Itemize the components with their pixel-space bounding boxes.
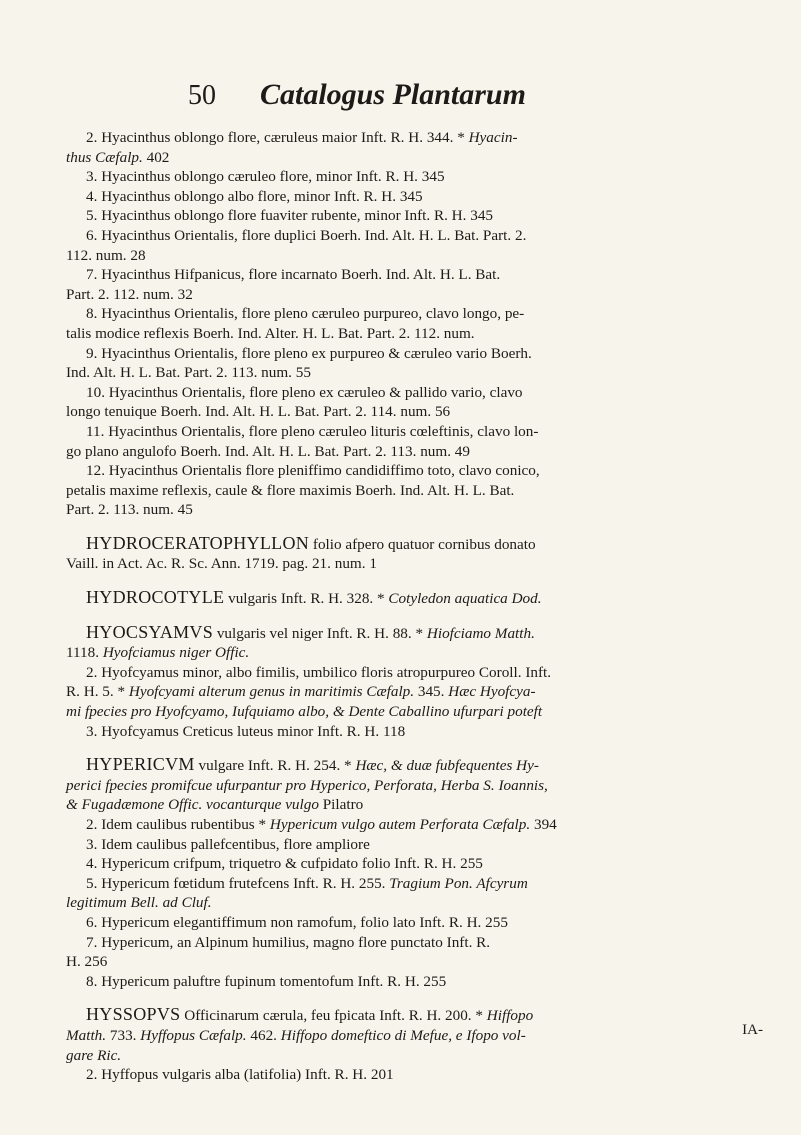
text-line	[66, 187, 773, 207]
italic-text: Hiofciamo Matth.	[426, 624, 535, 642]
text-line	[66, 1065, 773, 1085]
genus-name: HYSSOPVS	[86, 1004, 181, 1025]
text-line	[66, 265, 773, 285]
roman-text: Part. 2. 113. num. 45	[66, 501, 193, 519]
text-line	[66, 643, 773, 663]
roman-text: petalis maxime reflexis, caule & flore maximis Boerh. Ind. Alt. H. L. Bat.	[66, 481, 515, 499]
italic-text: Hyffopus Cæfalp.	[140, 1026, 247, 1044]
text-line	[66, 442, 773, 462]
roman-text: R. H. 5. *	[66, 683, 129, 701]
roman-text: 11. Hyacinthus Orientalis, flore pleno cæruleo lituris cœleftinis, clavo lon-	[86, 422, 539, 440]
text-line	[66, 913, 773, 933]
text-line	[66, 952, 773, 972]
roman-text: 112. num. 28	[66, 246, 146, 264]
running-head	[188, 78, 801, 112]
catchword: IA-	[742, 1022, 763, 1038]
roman-text: 345.	[414, 683, 449, 701]
text-line	[66, 500, 773, 520]
italic-text: Hyofcyami alterum genus in maritimis Cæfalp.	[128, 683, 415, 701]
roman-text: vulgaris vel niger Inft. R. H. 88. *	[213, 624, 427, 642]
text-line	[66, 304, 773, 324]
paragraph-gap	[66, 574, 773, 588]
roman-text: 2. Hyacinthus oblongo flore, cæruleus maior Inft. R. H. 344. *	[86, 129, 469, 146]
roman-text: 6. Hyacinthus Orientalis, flore duplici Boerh. Ind. Alt. H. L. Bat. Part. 2.	[86, 226, 527, 244]
roman-text: folio afpero quatuor cornibus donato	[309, 535, 536, 553]
roman-text: 5. Hypericum fœtidum frutefcens Inft. R. H. 255.	[86, 874, 390, 892]
roman-text: go plano angulofo Boerh. Ind. Alt. H. L. Bat. Part. 2. 113. num. 49	[66, 442, 470, 460]
genus-heading-line	[66, 623, 773, 644]
text-line	[66, 344, 773, 364]
roman-text: H. 256	[66, 953, 108, 971]
italic-text: Cotyledon aquatica Dod.	[388, 590, 542, 608]
roman-text: 402	[142, 148, 170, 166]
roman-text: 12. Hyacinthus Orientalis flore pleniffimo candidiffimo toto, clavo conico,	[86, 462, 540, 480]
genus-name: HYPERICVM	[86, 754, 195, 775]
roman-text: longo tenuique Boerh. Ind. Alt. H. L. Bat. Part. 2. 114. num. 56	[66, 403, 451, 421]
roman-text: Pilatro	[318, 796, 364, 814]
roman-text: 6. Hypericum elegantiffimum non ramofum, folio lato Inft. R. H. 255	[86, 913, 508, 931]
italic-text: Hypericum vulgo autem Perforata Cæfalp.	[269, 816, 531, 833]
paragraph-gap	[66, 741, 773, 755]
text-line	[66, 1046, 773, 1066]
text-line	[66, 383, 773, 403]
text-line	[66, 1026, 773, 1046]
genus-heading-line	[66, 534, 773, 555]
paragraph-gap	[66, 991, 773, 1005]
text-line	[66, 835, 773, 855]
text-line	[66, 663, 773, 683]
text-line	[66, 815, 773, 835]
catalogue-text	[66, 128, 773, 1085]
italic-text: Hæc Hyofcya-	[448, 683, 536, 701]
roman-text: 4. Hyacinthus oblongo albo flore, minor Inft. R. H. 345	[86, 187, 423, 205]
roman-text: 7. Hyacinthus Hifpanicus, flore incarnato Boerh. Ind. Alt. H. L. Bat.	[86, 266, 501, 284]
roman-text: 3. Hyofcyamus Creticus luteus minor Inft. R. H. 118	[86, 722, 406, 740]
roman-text: 1118.	[66, 644, 103, 662]
roman-text: 3. Idem caulibus pallefcentibus, flore ampliore	[86, 835, 370, 853]
italic-text: Tragium Pon. Afcyrum	[389, 874, 528, 892]
roman-text: 2. Hyffopus vulgaris alba (latifolia) Inft. R. H. 201	[86, 1066, 394, 1084]
genus-name: HYDROCERATOPHYLLON	[86, 532, 310, 553]
italic-text: gare Ric.	[66, 1046, 122, 1064]
roman-text: talis modice reflexis Boerh. Ind. Alter. H. L. Bat. Part. 2. 112. num.	[66, 324, 475, 342]
italic-text: mi fpecies pro Hyofcyamo, Iufquiamo albo, & Dente Caballino ufurpari poteft	[66, 703, 543, 721]
text-line	[66, 324, 773, 344]
roman-text: 8. Hypericum paluftre fupinum tomentofum Inft. R. H. 255	[86, 972, 447, 990]
paragraph-gap	[66, 609, 773, 623]
roman-text: 2. Hyofcyamus minor, albo fimilis, umbilico floris atropurpureo Coroll. Inft.	[86, 663, 552, 681]
roman-text: 9. Hyacinthus Orientalis, flore pleno ex purpureo & cæruleo vario Boerh.	[86, 344, 532, 362]
text-line	[66, 795, 773, 815]
text-line	[66, 776, 773, 796]
italic-text: Hyacin-	[468, 129, 518, 146]
italic-text: thus Cæfalp.	[66, 148, 143, 166]
page-number: 50	[188, 80, 216, 111]
text-line	[66, 402, 773, 422]
text-line	[66, 226, 773, 246]
roman-text: Ind. Alt. H. L. Bat. Part. 2. 113. num. 55	[66, 364, 311, 382]
roman-text: 3. Hyacinthus oblongo cæruleo flore, minor Inft. R. H. 345	[86, 168, 445, 186]
roman-text: vulgare Inft. R. H. 254. *	[194, 757, 356, 775]
text-line	[66, 246, 773, 266]
roman-text: Vaill. in Act. Ac. R. Sc. Ann. 1719. pag. 21. num. 1	[66, 555, 377, 573]
roman-text: 8. Hyacinthus Orientalis, flore pleno cæruleo purpureo, clavo longo, pe-	[86, 305, 525, 323]
roman-text: 462.	[246, 1026, 281, 1044]
italic-text: Hyofciamus niger Offic.	[102, 644, 250, 662]
italic-text: & Fugadæmone Offic. vocanturque vulgo	[66, 796, 319, 814]
italic-text: legitimum Bell. ad Cluf.	[66, 894, 212, 912]
italic-text: perici fpecies promifcue ufurpantur pro Hyperico, Perforata, Herba S. Ioannis,	[66, 776, 548, 794]
genus-heading-line	[66, 1005, 773, 1026]
italic-text: Matth.	[66, 1026, 107, 1044]
roman-text: 394	[530, 816, 557, 833]
page-title: Catalogus Plantarum	[260, 78, 526, 111]
text-line	[66, 363, 773, 383]
text-line	[66, 206, 773, 226]
italic-text: Hæc, & duæ fubfequentes Hy-	[355, 757, 539, 775]
text-line	[66, 422, 773, 442]
text-line	[66, 682, 773, 702]
text-line	[66, 148, 773, 168]
roman-text: 2. Idem caulibus rubentibus *	[86, 816, 270, 833]
roman-text: Part. 2. 112. num. 32	[66, 285, 193, 303]
text-line	[66, 702, 773, 722]
text-line	[66, 893, 773, 913]
text-line	[66, 285, 773, 305]
text-line	[66, 854, 773, 874]
roman-text: 7. Hypericum, an Alpinum humilius, magno flore punctato Inft. R.	[86, 933, 491, 951]
text-line	[66, 933, 773, 953]
paragraph-gap	[66, 520, 773, 534]
roman-text: 4. Hypericum crifpum, triquetro & cufpidato folio Inft. R. H. 255	[86, 855, 483, 873]
genus-heading-line	[66, 755, 773, 776]
text-line	[66, 722, 773, 742]
roman-text: vulgaris Inft. R. H. 328. *	[224, 590, 389, 608]
text-line	[66, 481, 773, 501]
roman-text: 5. Hyacinthus oblongo flore fuaviter rubente, minor Inft. R. H. 345	[86, 207, 494, 225]
text-line	[66, 874, 773, 894]
text-line	[66, 128, 773, 148]
text-line	[66, 461, 773, 481]
italic-text: Hiffopo domeftico di Mefue, e Ifopo vol-	[280, 1026, 526, 1044]
italic-text: Hiffopo	[486, 1007, 534, 1025]
genus-name: HYDROCOTYLE	[86, 587, 225, 608]
genus-name: HYOCSYAMVS	[86, 621, 214, 642]
text-line	[66, 167, 773, 187]
roman-text: 10. Hyacinthus Orientalis, flore pleno ex cæruleo & pallido vario, clavo	[86, 383, 523, 401]
text-line	[66, 554, 773, 574]
roman-text: 733.	[106, 1026, 141, 1044]
text-line	[66, 972, 773, 992]
roman-text: Officinarum cærula, feu fpicata Inft. R. H. 200. *	[180, 1007, 487, 1025]
genus-heading-line	[66, 588, 773, 609]
